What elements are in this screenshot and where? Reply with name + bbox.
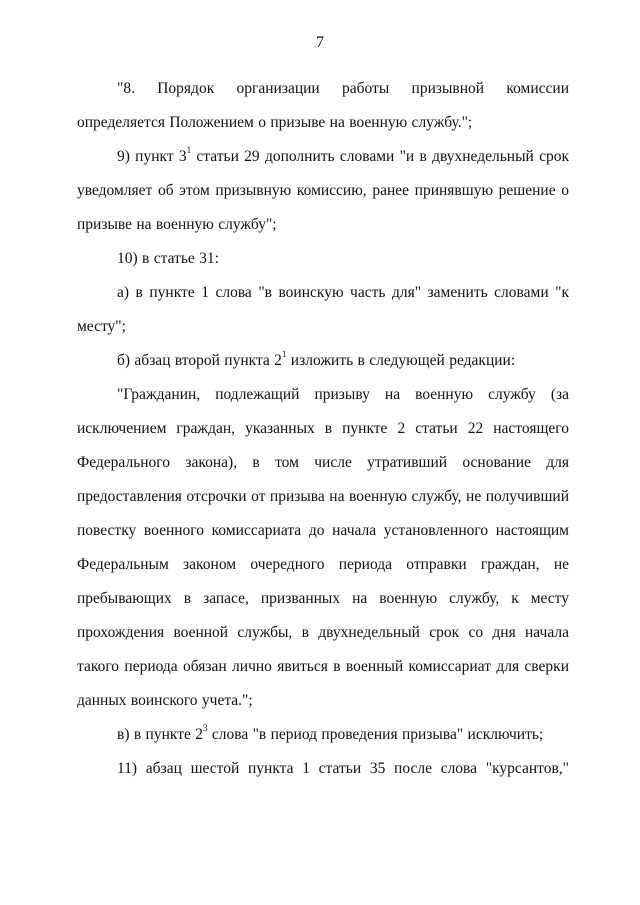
paragraph-5 bbox=[77, 344, 569, 378]
paragraph-2-rest: статьи 29 дополнить словами "и в двухнедельный срок уведомляет об этом призывную комиссию, ранее принявшую решение о призыве на военную службу"; bbox=[77, 148, 569, 233]
paragraph-4: а) в пункте 1 слова "в воинскую часть для" заменить словами "к месту"; bbox=[77, 284, 569, 335]
paragraph-5-start: б) абзац второй пункта 2 bbox=[117, 352, 282, 369]
superscript: 3 bbox=[203, 722, 208, 733]
paragraph-7-start: в) в пункте 2 bbox=[117, 726, 203, 743]
document-body bbox=[77, 72, 569, 786]
paragraph-2 bbox=[77, 140, 569, 242]
paragraph-5-rest: изложить в следующей редакции: bbox=[286, 352, 516, 369]
paragraph-2-start: 9) пункт 3 bbox=[117, 148, 187, 165]
paragraph-1: "8. Порядок организации работы призывной комиссии определяется Положением о призыве на военную службу."; bbox=[77, 80, 569, 131]
superscript: 1 bbox=[281, 348, 287, 359]
page-number: 7 bbox=[316, 34, 324, 51]
paragraph-8: 11) абзац шестой пункта 1 статьи 35 после слова "курсантов," bbox=[117, 760, 569, 777]
paragraph-6: "Гражданин, подлежащий призыву на военную службу (за исключением граждан, указанных в пункте 2 статьи 22 настоящего Федерального закона), в том числе утративший основание для предоставления отсрочки от призыва на военную службу, не получивший повестку военного комиссариата до начала установленного настоящим Федеральным законом очередного периода отправки граждан, не пребывающих в запасе, призванных на военную службу, к месту прохождения военной службы, в двухнедельный срок со дня начала такого периода обязан лично явиться в военный комиссариат для сверки данных воинского учета."; bbox=[77, 386, 569, 709]
paragraph-3: 10) в статье 31: bbox=[117, 250, 219, 267]
superscript: 1 bbox=[186, 144, 192, 155]
paragraph-7-rest: слова "в период проведения призыва" исключить; bbox=[207, 726, 544, 743]
paragraph-7 bbox=[77, 718, 569, 752]
